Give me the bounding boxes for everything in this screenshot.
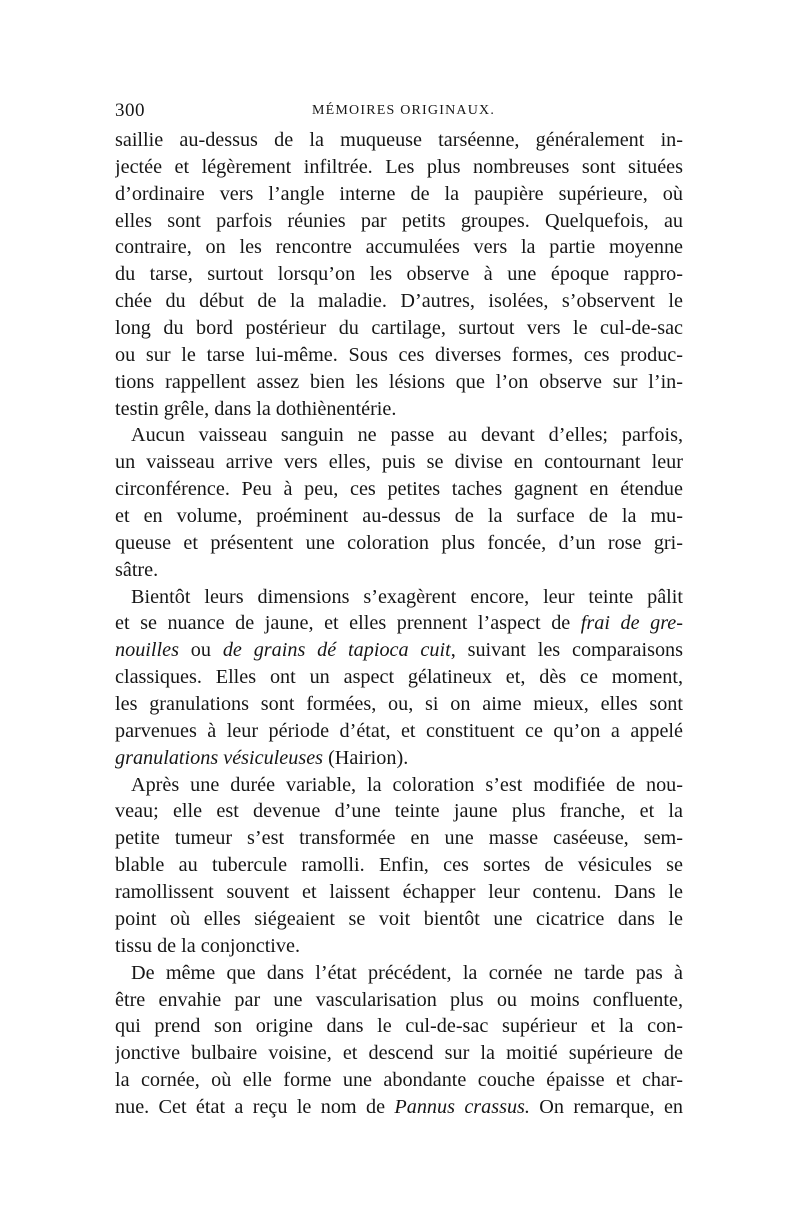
text-run: chée du début de la maladie. D’autres, isolées, s’observent le bbox=[115, 290, 683, 313]
text-run: ramollissent souvent et laissent échapper leur contenu. Dans le bbox=[115, 881, 683, 904]
text-line bbox=[115, 879, 683, 906]
text-line bbox=[115, 1040, 683, 1067]
text-run: tions rappellent assez bien les lésions que l’on observe sur l’in- bbox=[115, 370, 683, 393]
text-line bbox=[115, 503, 683, 530]
text-line bbox=[115, 422, 683, 449]
text-line bbox=[115, 664, 683, 691]
text-line bbox=[115, 745, 683, 772]
text-run: Bientôt leurs dimensions s’exagèrent encore, leur teinte pâlit bbox=[131, 585, 683, 608]
text-line bbox=[115, 208, 683, 235]
text-run: jonctive bulbaire voisine, et descend sur la moitié supérieure de bbox=[115, 1042, 683, 1065]
text-line bbox=[115, 718, 683, 745]
italic-text: granulations vésiculeuses bbox=[115, 746, 324, 769]
text-run: ou bbox=[178, 639, 223, 662]
text-line bbox=[115, 127, 683, 154]
text-run: la cornée, où elle forme une abondante couche épaisse et char- bbox=[115, 1069, 683, 1092]
text-run: et en volume, proéminent au-dessus de la surface de la mu- bbox=[115, 505, 683, 528]
text-line bbox=[115, 933, 683, 960]
text-line bbox=[115, 906, 683, 933]
page-number: 300 bbox=[115, 100, 145, 121]
italic-text: frai de gre- bbox=[580, 612, 683, 635]
text-line bbox=[115, 315, 683, 342]
text-line bbox=[115, 1013, 683, 1040]
text-line bbox=[115, 987, 683, 1014]
text-run: être envahie par une vascularisation plus ou moins confluente, bbox=[115, 988, 683, 1011]
text-run: jectée et légèrement infiltrée. Les plus nombreuses sont situées bbox=[115, 155, 683, 178]
text-run: queuse et présentent une coloration plus foncée, d’un rose gri- bbox=[115, 531, 683, 554]
text-run: circonférence. Peu à peu, ces petites taches gagnent en étendue bbox=[115, 478, 683, 501]
text-line bbox=[115, 369, 683, 396]
text-run: saillie au-dessus de la muqueuse tarséenne, généralement in- bbox=[115, 129, 683, 151]
text-line bbox=[115, 1067, 683, 1094]
body-text bbox=[115, 127, 683, 1121]
text-line bbox=[115, 852, 683, 879]
text-line bbox=[115, 798, 683, 825]
text-line bbox=[115, 960, 683, 987]
text-line bbox=[115, 530, 683, 557]
text-run: veau; elle est devenue d’une teinte jaune plus franche, et la bbox=[115, 800, 683, 823]
text-run: d’ordinaire vers l’angle interne de la paupière supérieure, où bbox=[115, 182, 683, 205]
italic-text: nouilles bbox=[115, 639, 179, 662]
text-run: blable au tubercule ramolli. Enfin, ces sortes de vésicules se bbox=[115, 854, 683, 877]
text-run: (Hairion). bbox=[323, 746, 409, 769]
text-run: petite tumeur s’est transformée en une masse caséeuse, sem- bbox=[115, 827, 683, 850]
text-run: un vaisseau arrive vers elles, puis se divise en contournant leur bbox=[115, 451, 683, 474]
text-line bbox=[115, 288, 683, 315]
text-run: tissu de la conjonctive. bbox=[115, 934, 301, 957]
text-run: parvenues à leur période d’état, et constituent ce qu’on a appelé bbox=[115, 719, 683, 742]
text-line bbox=[115, 154, 683, 181]
text-line bbox=[115, 637, 683, 664]
text-line bbox=[115, 691, 683, 718]
text-run: long du bord postérieur du cartilage, surtout vers le cul-de-sac bbox=[115, 317, 683, 340]
text-line bbox=[115, 584, 683, 611]
text-run: sâtre. bbox=[115, 558, 159, 581]
page-header bbox=[115, 100, 683, 126]
text-run: De même que dans l’état précédent, la cornée ne tarde pas à bbox=[131, 961, 683, 984]
text-line bbox=[115, 234, 683, 261]
text-line bbox=[115, 181, 683, 208]
text-run: qui prend son origine dans le cul-de-sac supérieur et la con- bbox=[115, 1015, 683, 1038]
italic-text: Pannus crassus. bbox=[394, 1095, 530, 1118]
text-run: nue. Cet état a reçu le nom de bbox=[115, 1095, 395, 1118]
text-line bbox=[115, 396, 683, 423]
text-run: point où elles siégeaient se voit bientôt une cicatrice dans le bbox=[115, 907, 683, 930]
text-line bbox=[115, 476, 683, 503]
text-line bbox=[115, 1094, 683, 1121]
text-run: classiques. Elles ont un aspect gélatineux et, dès ce moment, bbox=[115, 666, 683, 689]
text-line bbox=[115, 772, 683, 799]
text-run: et se nuance de jaune, et elles prennent l’aspect de bbox=[115, 612, 581, 635]
text-run: testin grêle, dans la dothiènentérie. bbox=[115, 397, 397, 420]
text-line bbox=[115, 610, 683, 637]
running-head: MÉMOIRES ORIGINAUX. bbox=[312, 103, 496, 118]
text-run: Aucun vaisseau sanguin ne passe au devant d’elles; parfois, bbox=[131, 424, 683, 447]
text-line bbox=[115, 557, 683, 584]
text-run: contraire, on les rencontre accumulées vers la partie moyenne bbox=[115, 236, 683, 259]
text-run: On remarque, en bbox=[529, 1095, 683, 1118]
text-run: les granulations sont formées, ou, si on aime mieux, elles sont bbox=[115, 693, 683, 716]
text-run: Après une durée variable, la coloration s’est modifiée de nou- bbox=[131, 773, 683, 796]
text-line bbox=[115, 825, 683, 852]
italic-text: de grains dé tapioca cuit bbox=[222, 639, 451, 662]
text-run: elles sont parfois réunies par petits groupes. Quelquefois, au bbox=[115, 209, 683, 232]
text-run: ou sur le tarse lui-même. Sous ces diverses formes, ces produc- bbox=[115, 343, 683, 366]
text-line bbox=[115, 449, 683, 476]
text-line bbox=[115, 342, 683, 369]
text-run: du tarse, surtout lorsqu’on les observe à une époque rappro- bbox=[115, 263, 683, 286]
text-run: , suivant les comparaisons bbox=[450, 639, 683, 662]
text-line bbox=[115, 261, 683, 288]
